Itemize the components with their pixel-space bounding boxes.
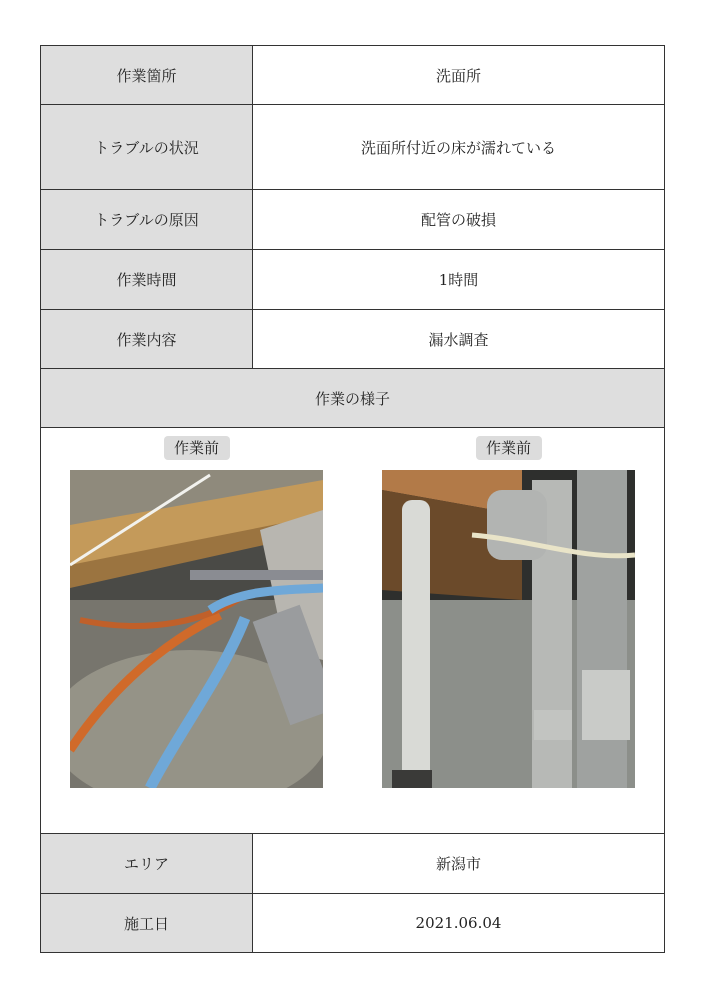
row-work-time — [41, 250, 664, 310]
label-construction-date: 施工日 — [41, 894, 253, 952]
row-work-content — [41, 310, 664, 369]
label-trouble-cause: トラブルの原因 — [41, 190, 253, 249]
row-trouble-status — [41, 105, 664, 190]
photo-block-left — [70, 436, 323, 788]
value-trouble-cause: 配管の破損 — [253, 190, 664, 249]
value-location: 洗面所 — [253, 46, 664, 104]
row-location — [41, 46, 664, 105]
label-location: 作業箇所 — [41, 46, 253, 104]
photo-underfloor-piping — [70, 470, 323, 788]
row-trouble-cause — [41, 190, 664, 250]
value-area: 新潟市 — [253, 834, 664, 893]
photo-wall-piping — [382, 470, 635, 788]
row-area — [41, 834, 664, 894]
label-work-time: 作業時間 — [41, 250, 253, 309]
label-area: エリア — [41, 834, 253, 893]
value-work-time: 1時間 — [253, 250, 664, 309]
photo-area — [41, 428, 664, 834]
label-work-content: 作業内容 — [41, 310, 253, 368]
work-report-table — [40, 45, 665, 953]
photo-tag-left: 作業前 — [164, 436, 230, 460]
value-construction-date: 2021.06.04 — [253, 894, 664, 952]
label-trouble-status: トラブルの状況 — [41, 105, 253, 189]
row-construction-date — [41, 894, 664, 952]
section-title: 作業の様子 — [41, 369, 664, 428]
value-trouble-status: 洗面所付近の床が濡れている — [253, 105, 664, 189]
value-work-content: 漏水調査 — [253, 310, 664, 368]
photo-block-right — [382, 436, 635, 788]
photo-tag-right: 作業前 — [476, 436, 542, 460]
